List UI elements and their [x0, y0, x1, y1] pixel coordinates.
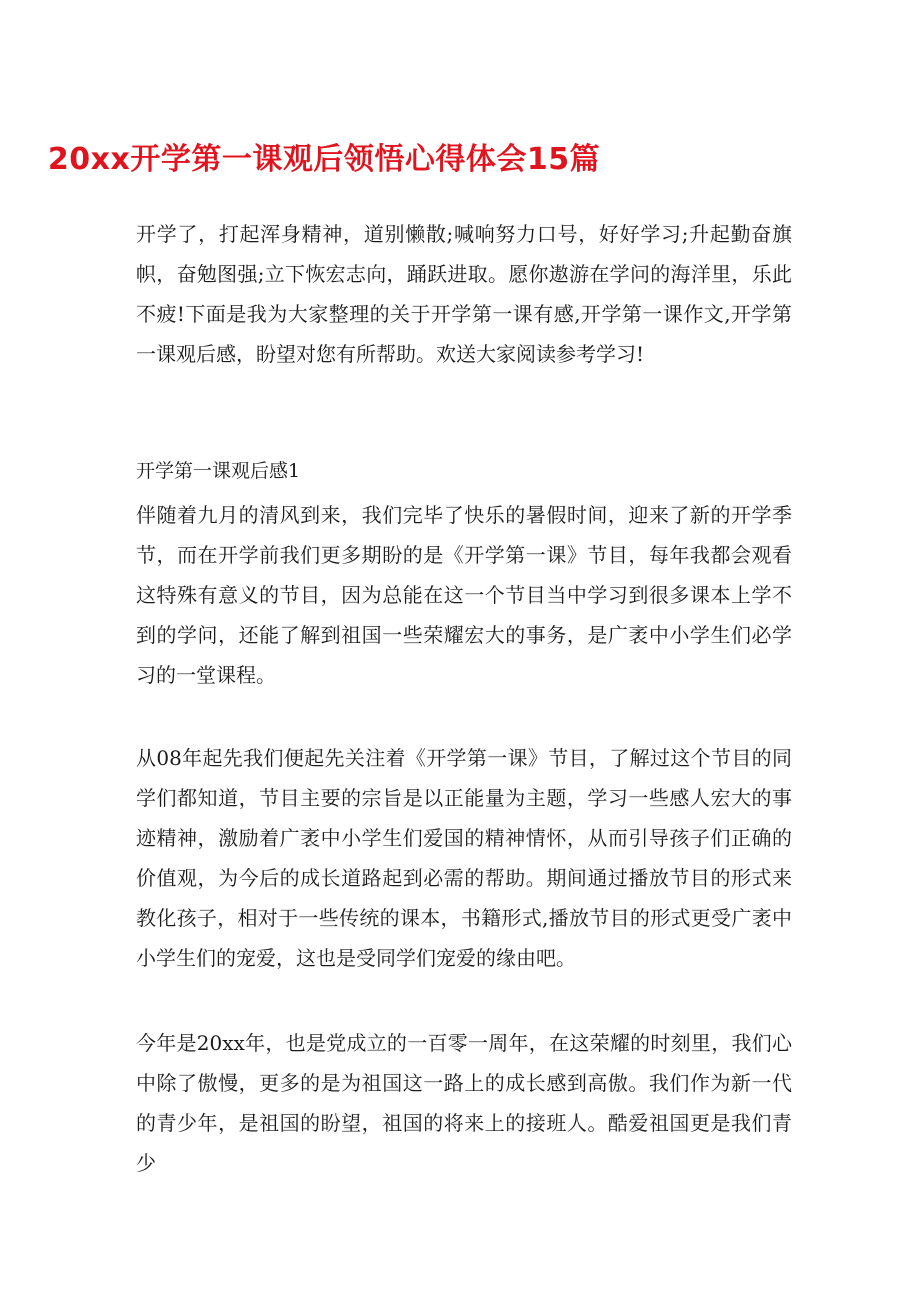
- body-paragraph-3: 今年是20xx年，也是党成立的一百零一周年，在这荣耀的时刻里，我们心中除了傲慢，更多的是为祖国这一路上的成长感到高傲。我们作为新一代的青少年，是祖国的盼望，祖国的将来上的接班人。酷爱祖国更是我们青少: [136, 1031, 792, 1175]
- body-paragraph-1: 伴随着九月的清风到来，我们完毕了快乐的暑假时间，迎来了新的开学季节，而在开学前我们更多期盼的是《开学第一课》节目，每年我都会观看这特殊有意义的节目，因为总能在这一个节目当中学习到很多课本上学不到的学问，还能了解到祖国一些荣耀宏大的事务，是广袤中小学生们必学习的一堂课程。: [136, 503, 792, 687]
- body-paragraph-2: 从08年起先我们便起先关注着《开学第一课》节目，了解过这个节目的同学们都知道，节目主要的宗旨是以正能量为主题，学习一些感人宏大的事迹精神，激励着广袤中小学生们爱国的精神情怀，从而引导孩子们正确的价值观，为今后的成长道路起到必需的帮助。期间通过播放节目的形式来教化孩子，相对于一些传统的课本，书籍形式,播放节目的形式更受广袤中小学生们的宠爱，这也是受同学们宠爱的缘由吧。: [136, 746, 792, 970]
- section-heading: 开学第一课观后感1: [136, 460, 301, 482]
- intro-paragraph: 开学了，打起浑身精神，道别懒散;喊响努力口号，好好学习;升起勤奋旗帜，奋勉图强;立下恢宏志向，踊跃进取。愿你遨游在学问的海洋里，乐此不疲!下面是我为大家整理的关于开学第一课有感,开学第一课作文,开学第一课观后感，盼望对您有所帮助。欢送大家阅读参考学习!: [136, 222, 792, 366]
- document-title: 20xx开学第一课观后领悟心得体会15篇: [47, 142, 601, 177]
